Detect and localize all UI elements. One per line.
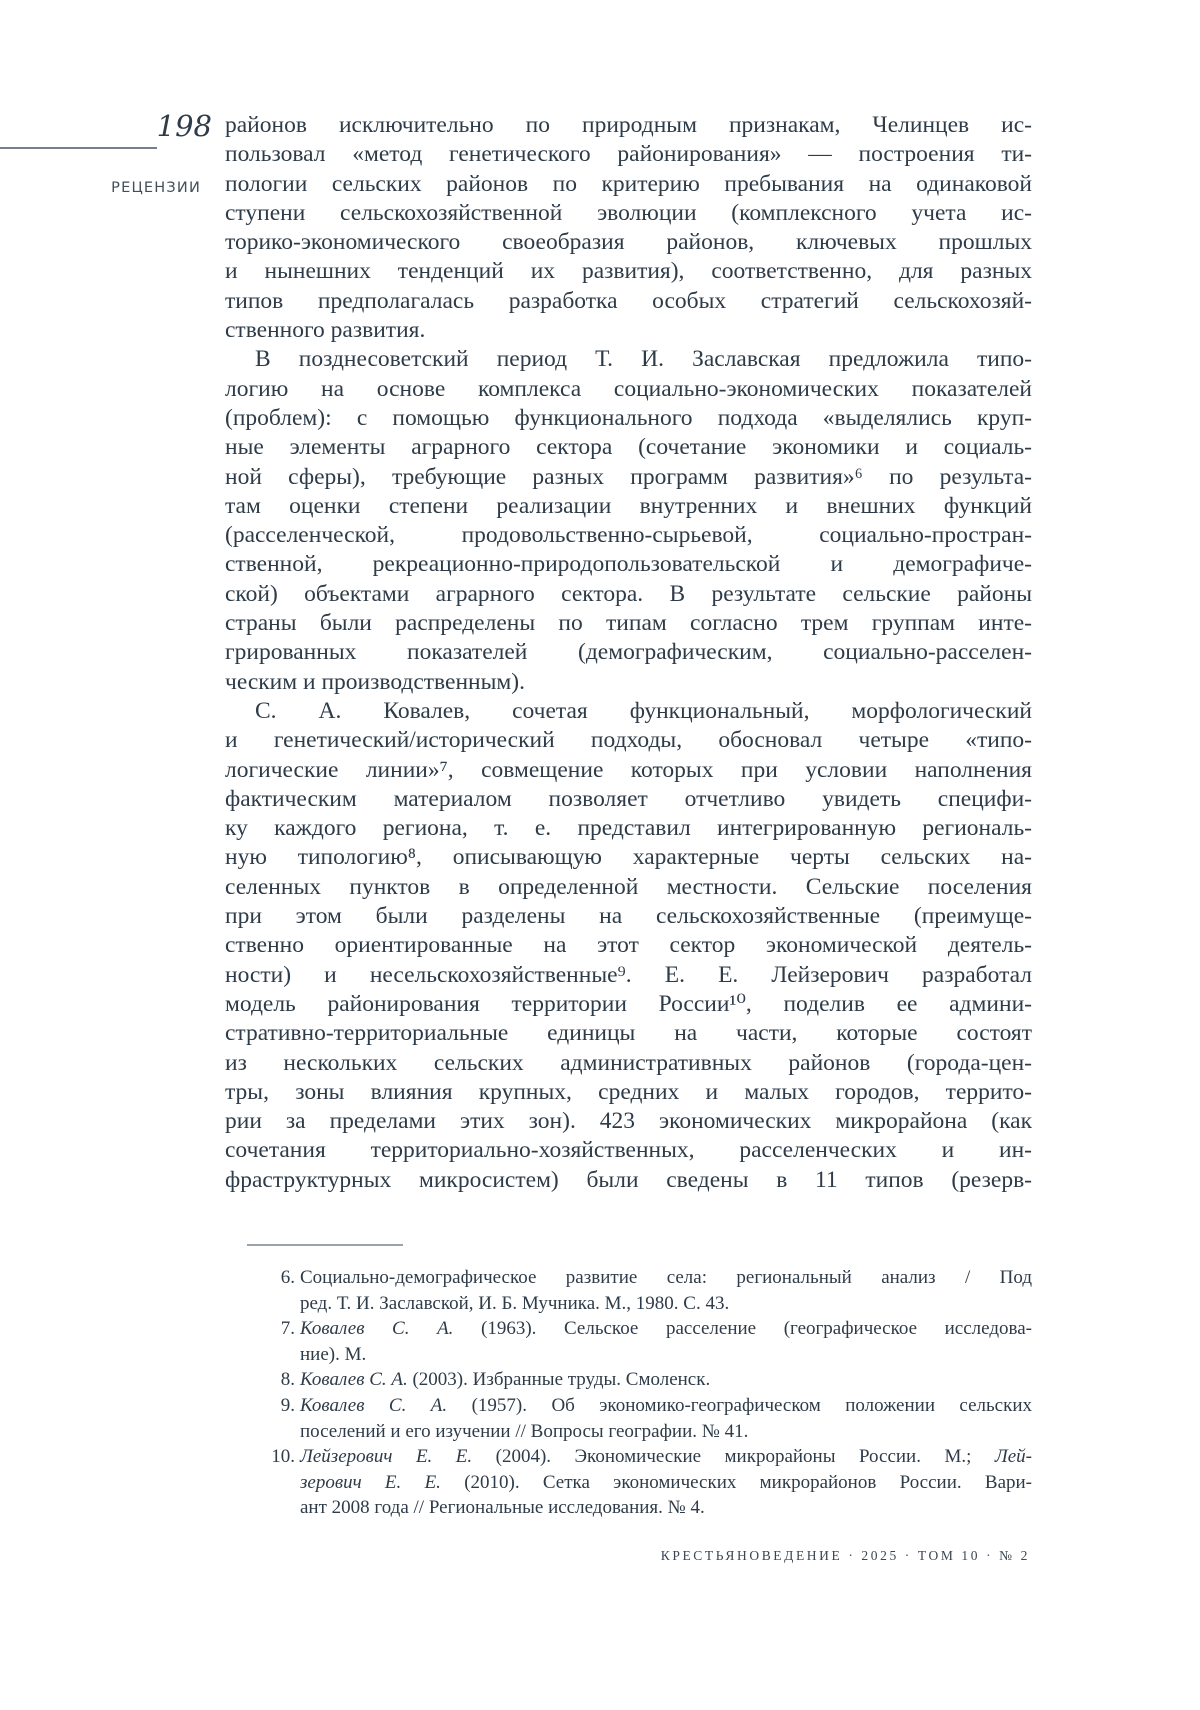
footnotes — [225, 1265, 1032, 1521]
section-label: РЕЦЕНЗИИ — [111, 180, 201, 196]
footnote-line: зерович Е. Е. (2010). Сетка экономических микрорайонов России. Вари- — [300, 1471, 1032, 1493]
text-line: рии за пределами этих зон). 423 экономических микрорайона (как — [225, 1108, 1032, 1135]
text-line: пользовал «метод генетического районирования» — построения ти- — [225, 141, 1032, 168]
journal-footer: КРЕСТЬЯНОВЕДЕНИЕ · 2025 · ТОМ 10 · № 2 — [660, 1548, 1030, 1563]
paragraph — [225, 345, 1032, 697]
text-line: модель районирования территории России¹⁰, поделив ее админи- — [225, 990, 1032, 1017]
text-line: стративно-территориальные единицы на части, которые состоят — [225, 1020, 1032, 1047]
footnote-line: ред. Т. И. Заславской, И. Б. Мучника. М., 1980. С. 43. — [300, 1292, 730, 1314]
footnote-line: Ковалев С. А. (1963). Сельское расселение (географическое исследова- — [300, 1318, 1032, 1340]
body-text — [225, 111, 1032, 1195]
footnote — [225, 1265, 1032, 1316]
text-line: и нынешних тенденций их развития), соответственно, для разных — [225, 258, 1032, 285]
footnote-rule — [247, 1244, 403, 1246]
footnote-number: 10. — [271, 1446, 295, 1468]
text-line: ности) и несельскохозяйственные⁹. Е. Е. Лейзерович разработал — [225, 961, 1032, 988]
text-line: ной сферы), требующие разных программ развития»⁶ по результа- — [225, 463, 1032, 490]
text-line: ные элементы аграрного сектора (сочетание экономики и социаль- — [225, 434, 1032, 461]
footnote-number: 8. — [280, 1369, 295, 1391]
text-line: типов предполагалась разработка особых стратегий сельскохозяй- — [225, 287, 1032, 314]
footnote — [225, 1316, 1032, 1367]
text-line: ственной, рекреационно-природопользовательской и демографиче- — [225, 551, 1032, 578]
text-line: тры, зоны влияния крупных, средних и малых городов, террито- — [225, 1078, 1032, 1105]
paragraph — [225, 111, 1032, 345]
text-line: грированных показателей (демографическим, социально-расселен- — [225, 639, 1032, 666]
text-line: из нескольких сельских административных районов (города-цен- — [225, 1049, 1032, 1076]
text-line: логию на основе комплекса социально-экономических показателей — [225, 375, 1032, 402]
footnote-line: Ковалев С. А. (1957). Об экономико-географическом положении сельских — [300, 1394, 1033, 1416]
text-line: там оценки степени реализации внутренних и внешних функций — [225, 492, 1032, 519]
footnote — [225, 1444, 1032, 1521]
text-line: торико-экономического своеобразия районов, ключевых прошлых — [225, 229, 1032, 256]
footnote-number: 9. — [280, 1394, 295, 1416]
text-line: ской) объектами аграрного сектора. В результате сельские районы — [225, 580, 1032, 607]
footnote — [225, 1393, 1032, 1444]
paragraph — [225, 697, 1032, 1195]
footnote-number: 7. — [280, 1318, 295, 1340]
text-line: страны были распределены по типам согласно трем группам инте- — [225, 610, 1032, 637]
page-number: 198 — [156, 109, 212, 143]
text-line: ственно ориентированные на этот сектор экономической деятель- — [225, 932, 1032, 959]
text-line: селенных пунктов в определенной местности. Сельские поселения — [225, 873, 1032, 900]
footnote-line: Социально-демографическое развитие села: региональный анализ / Под — [300, 1267, 1032, 1288]
text-line: В позднесоветский период Т. И. Заславская предложила типо- — [255, 346, 1032, 373]
text-line: ступени сельскохозяйственной эволюции (комплексного учета ис- — [225, 199, 1032, 226]
text-line: и генетический/исторический подходы, обосновал четыре «типо- — [225, 727, 1032, 754]
footnote-number: 6. — [280, 1267, 295, 1288]
text-line: логические линии»⁷, совмещение которых при условии наполнения — [225, 756, 1032, 783]
footnote — [225, 1367, 1032, 1393]
text-line: районов исключительно по природным признакам, Челинцев ис- — [225, 112, 1032, 138]
text-line: сочетания территориально-хозяйственных, расселенческих и ин- — [225, 1137, 1032, 1164]
text-line: (проблем): с помощью функционального подхода «выделялись круп- — [225, 404, 1032, 431]
text-line: ку каждого региона, т. е. представил интегрированную региональ- — [225, 815, 1032, 842]
footnote-line: Ковалев С. А. (2003). Избранные труды. Смоленск. — [300, 1369, 711, 1391]
text-line: при этом были разделены на сельскохозяйственные (преимуще- — [225, 903, 1032, 930]
page-number-rule — [0, 147, 157, 149]
footnote-line: поселений и его изучении // Вопросы географии. № 41. — [300, 1420, 749, 1442]
footnote-line: ние). М. — [300, 1343, 367, 1365]
text-line: ную типологию⁸, описывающую характерные черты сельских на- — [225, 844, 1032, 871]
text-line: пологии сельских районов по критерию пребывания на одинаковой — [225, 170, 1032, 197]
text-line: фактическим материалом позволяет отчетливо увидеть специфи- — [225, 785, 1032, 812]
text-line: фраструктурных микросистем) были сведены в 11 типов (резерв- — [225, 1166, 1032, 1193]
text-line: ческим и производственным). — [225, 668, 525, 695]
text-line: (расселенческой, продовольственно-сырьевой, социально-простран- — [225, 522, 1032, 549]
text-line: ственного развития. — [225, 317, 426, 344]
footnote-line: ант 2008 года // Региональные исследования. № 4. — [300, 1497, 705, 1519]
text-line: С. А. Ковалев, сочетая функциональный, морфологический — [255, 697, 1032, 724]
footnote-line: Лейзерович Е. Е. (2004). Экономические микрорайоны России. М.; Лей- — [300, 1446, 1033, 1468]
